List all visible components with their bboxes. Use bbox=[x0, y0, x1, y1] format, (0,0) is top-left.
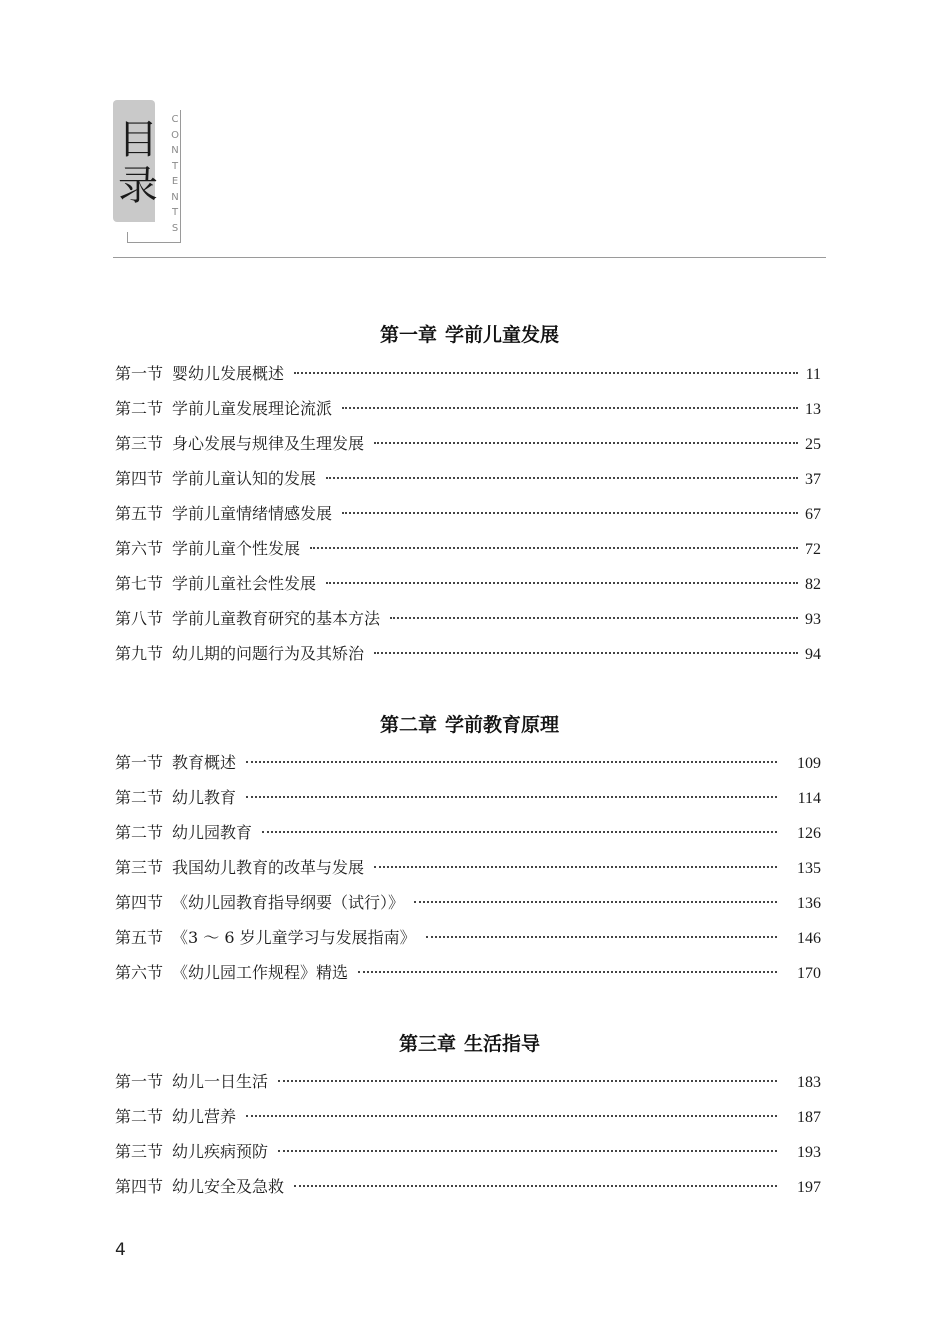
toc-section-label: 第六节 bbox=[115, 539, 164, 558]
chapter-number: 第一章 bbox=[379, 324, 437, 346]
toc-leader-dots bbox=[278, 1150, 777, 1152]
toc-section-title: 幼儿园教育 bbox=[172, 823, 253, 842]
toc-section-label: 第一节 bbox=[115, 364, 164, 383]
contents-letter: T bbox=[171, 207, 179, 218]
header-divider bbox=[113, 257, 826, 258]
toc-entry[interactable] bbox=[115, 780, 821, 815]
toc-section-label: 第五节 bbox=[115, 504, 164, 523]
toc-section-title: 幼儿营养 bbox=[172, 1107, 237, 1126]
toc-section-label: 第二节 bbox=[115, 399, 164, 418]
toc-page-number: 11 bbox=[805, 366, 821, 383]
toc-entry[interactable] bbox=[115, 1169, 821, 1204]
toc-leader-dots bbox=[246, 761, 777, 763]
toc-page-number: 193 bbox=[797, 1144, 821, 1161]
toc-section-title: 教育概述 bbox=[172, 753, 237, 772]
toc-section-title: 幼儿教育 bbox=[172, 788, 237, 807]
toc-page-number: 109 bbox=[797, 755, 821, 772]
page-title-char-2: 录 bbox=[118, 163, 158, 209]
toc-leader-dots bbox=[294, 372, 798, 374]
contents-letter: C bbox=[171, 114, 179, 125]
toc-section-title: 学前儿童发展理论流派 bbox=[172, 399, 333, 418]
toc-entry[interactable] bbox=[115, 356, 821, 391]
chapter-heading bbox=[113, 713, 826, 737]
toc-entry[interactable] bbox=[115, 955, 821, 990]
toc-entry[interactable] bbox=[115, 566, 821, 601]
toc-section-label: 第三节 bbox=[115, 434, 164, 453]
toc-section-label: 第三节 bbox=[115, 1142, 164, 1161]
toc-section-title: 《幼儿园教育指导纲要（试行）》 bbox=[172, 893, 405, 912]
contents-letter: S bbox=[171, 222, 179, 234]
toc-section-label: 第四节 bbox=[115, 893, 164, 912]
chapter-title: 学前儿童发展 bbox=[445, 324, 560, 346]
toc-page-number: 94 bbox=[805, 646, 821, 663]
toc-section-title: 学前儿童教育研究的基本方法 bbox=[172, 609, 381, 628]
toc-list bbox=[115, 745, 821, 990]
toc-leader-dots bbox=[414, 901, 777, 903]
toc-page-number: 136 bbox=[797, 895, 821, 912]
toc-leader-dots bbox=[246, 1115, 777, 1117]
toc-entry[interactable] bbox=[115, 496, 821, 531]
toc-section-label: 第三节 bbox=[115, 858, 164, 877]
toc-leader-dots bbox=[326, 582, 798, 584]
toc-page-number: 25 bbox=[805, 436, 821, 453]
toc-list bbox=[115, 1064, 821, 1204]
toc-page-number: 114 bbox=[797, 790, 821, 807]
page-number: 4 bbox=[115, 1240, 126, 1260]
toc-section-title: 幼儿期的问题行为及其矫治 bbox=[172, 644, 365, 663]
contents-letter: T bbox=[171, 160, 179, 172]
chapter-title: 学前教育原理 bbox=[445, 714, 560, 736]
contents-letter: N bbox=[171, 191, 179, 203]
toc-section-title: 《幼儿园工作规程》精选 bbox=[172, 963, 349, 982]
page-title-char-1: 目 bbox=[118, 117, 158, 163]
toc-page-number: 37 bbox=[805, 471, 821, 488]
contents-letter: N bbox=[171, 145, 179, 156]
toc-leader-dots bbox=[278, 1080, 777, 1082]
toc-entry[interactable] bbox=[115, 815, 821, 850]
toc-leader-dots bbox=[294, 1185, 777, 1187]
toc-entry[interactable] bbox=[115, 1099, 821, 1134]
contents-letter: E bbox=[171, 176, 179, 187]
toc-entry[interactable] bbox=[115, 885, 821, 920]
toc-page-number: 183 bbox=[797, 1074, 821, 1091]
toc-page-number: 72 bbox=[805, 541, 821, 558]
toc-section-title: 婴幼儿发展概述 bbox=[172, 364, 285, 383]
toc-section-title: 学前儿童社会性发展 bbox=[172, 574, 317, 593]
toc-leader-dots bbox=[310, 547, 798, 549]
toc-entry[interactable] bbox=[115, 920, 821, 955]
toc-entry[interactable] bbox=[115, 531, 821, 566]
toc-leader-dots bbox=[246, 796, 777, 798]
toc-section-title: 幼儿一日生活 bbox=[172, 1072, 269, 1091]
toc-section-label: 第五节 bbox=[115, 928, 164, 947]
toc-leader-dots bbox=[374, 442, 798, 444]
toc-leader-dots bbox=[358, 971, 777, 973]
toc-section-title: 《3 ～ 6 岁儿童学习与发展指南》 bbox=[172, 928, 416, 947]
chapter-title: 生活指导 bbox=[464, 1033, 541, 1055]
toc-leader-dots bbox=[390, 617, 798, 619]
toc-leader-dots bbox=[426, 936, 777, 938]
contents-letter: O bbox=[171, 129, 179, 141]
toc-entry[interactable] bbox=[115, 1134, 821, 1169]
toc-entry[interactable] bbox=[115, 601, 821, 636]
chapter-number: 第三章 bbox=[398, 1033, 456, 1055]
toc-leader-dots bbox=[342, 407, 798, 409]
toc-page-number: 93 bbox=[805, 611, 821, 628]
toc-page-number: 146 bbox=[797, 930, 821, 947]
toc-leader-dots bbox=[326, 477, 798, 479]
toc-leader-dots bbox=[374, 866, 777, 868]
toc-section-title: 学前儿童个性发展 bbox=[172, 539, 301, 558]
toc-leader-dots bbox=[342, 512, 798, 514]
toc-section-label: 第二节 bbox=[115, 788, 164, 807]
toc-section-title: 学前儿童情绪情感发展 bbox=[172, 504, 333, 523]
toc-page-number: 67 bbox=[805, 506, 821, 523]
toc-section-label: 第二节 bbox=[115, 1107, 164, 1126]
toc-section-label: 第七节 bbox=[115, 574, 164, 593]
toc-entry[interactable] bbox=[115, 461, 821, 496]
chapter-heading bbox=[113, 323, 826, 347]
toc-section-title: 幼儿安全及急救 bbox=[172, 1177, 285, 1196]
toc-entry[interactable] bbox=[115, 745, 821, 780]
toc-page-number: 13 bbox=[805, 401, 821, 418]
toc-section-label: 第八节 bbox=[115, 609, 164, 628]
toc-entry[interactable] bbox=[115, 1064, 821, 1099]
toc-entry[interactable] bbox=[115, 426, 821, 461]
toc-leader-dots bbox=[374, 652, 798, 654]
toc-section-label: 第九节 bbox=[115, 644, 164, 663]
toc-page-number: 135 bbox=[797, 860, 821, 877]
chapter-number: 第二章 bbox=[379, 714, 437, 736]
toc-page-number: 197 bbox=[797, 1179, 821, 1196]
toc-section-label: 第一节 bbox=[115, 753, 164, 772]
toc-section-label: 第六节 bbox=[115, 963, 164, 982]
contents-vertical-label bbox=[170, 112, 180, 236]
toc-entry[interactable] bbox=[115, 850, 821, 885]
toc-section-label: 第二节 bbox=[115, 823, 164, 842]
toc-list bbox=[115, 356, 821, 671]
toc-section-label: 第一节 bbox=[115, 1072, 164, 1091]
toc-entry[interactable] bbox=[115, 636, 821, 671]
toc-section-title: 幼儿疾病预防 bbox=[172, 1142, 269, 1161]
toc-section-label: 第四节 bbox=[115, 469, 164, 488]
toc-section-title: 身心发展与规律及生理发展 bbox=[172, 434, 365, 453]
toc-page-number: 187 bbox=[797, 1109, 821, 1126]
toc-page-number: 170 bbox=[797, 965, 821, 982]
chapter-heading bbox=[113, 1032, 826, 1056]
toc-section-title: 学前儿童认知的发展 bbox=[172, 469, 317, 488]
toc-entry[interactable] bbox=[115, 391, 821, 426]
toc-section-title: 我国幼儿教育的改革与发展 bbox=[172, 858, 365, 877]
toc-leader-dots bbox=[262, 831, 777, 833]
toc-page-number: 126 bbox=[797, 825, 821, 842]
toc-page-number: 82 bbox=[805, 576, 821, 593]
toc-section-label: 第四节 bbox=[115, 1177, 164, 1196]
